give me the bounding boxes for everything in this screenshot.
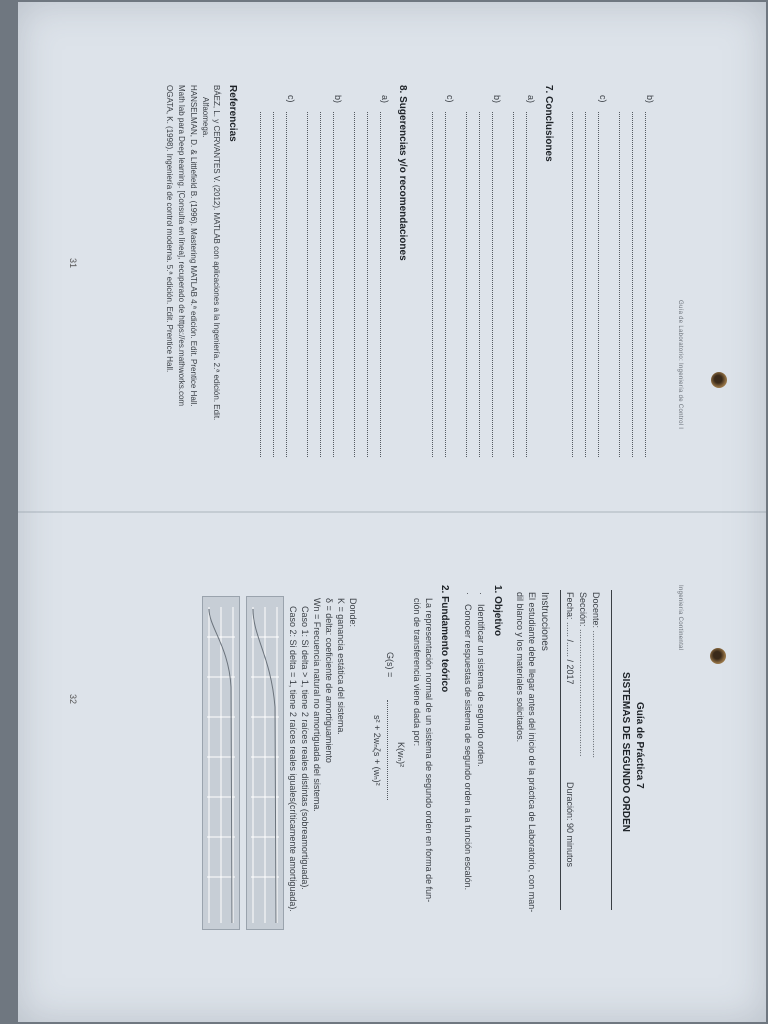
- answer-line: [619, 112, 620, 457]
- answer-line: [307, 112, 308, 457]
- fundamento-heading: 2. Fundamento teórico: [439, 585, 450, 693]
- docente-field: Docente: ...................................................: [591, 592, 601, 759]
- answer-line: [492, 112, 493, 457]
- objetivo-bullet: Identificar un sistema de segundo orden.: [476, 604, 486, 767]
- definition-line: Wn = Frecuencia natural no amortiguada del sistema.: [312, 598, 322, 812]
- sugerencia-a-label: a): [380, 95, 390, 104]
- answer-line: [645, 112, 646, 457]
- answer-line: [466, 112, 467, 457]
- duracion-field: Duración: 90 minutos: [565, 782, 575, 868]
- form-top-rule: [611, 590, 612, 910]
- answer-line: [526, 112, 527, 457]
- fecha-field: Fecha: ...... /...... / 2017: [565, 592, 575, 685]
- step-response-graph-2: [202, 596, 240, 930]
- answer-line: [333, 112, 334, 457]
- reference-entry: HANSELMAN, D. & Littlefield B. (1996). Mastering MATLAB 4.ª edición. Edit. Prentice Hall.: [189, 85, 198, 407]
- caso-1-line: Caso 1: Si delta > 1, tiene 2 raíces reales distintas (sobreamortiguada).: [300, 606, 310, 890]
- conclusiones-heading: 7. Conclusiones: [543, 85, 554, 162]
- fundamento-intro-line: La representación normal de un sistema de segundo orden en forma de fun-: [424, 598, 434, 903]
- guide-title: Guía de Práctica 7: [634, 702, 645, 789]
- answer-line: [598, 112, 599, 457]
- answer-line: [260, 112, 261, 457]
- answer-line: [320, 112, 321, 457]
- formula-lhs: G(s) =: [385, 652, 395, 678]
- formula-fraction-bar: [387, 700, 388, 800]
- answer-line: [380, 112, 381, 457]
- referencias-heading: Referencias: [227, 85, 238, 142]
- answer-line: [585, 112, 586, 457]
- reference-entry: Math lab para Deep learning. [Consulta en línea], recuperado de https://es.mathworks.com: [177, 85, 186, 407]
- sugerencias-heading: 8. Sugerencias y/o recomendaciones: [397, 85, 408, 261]
- instrucciones-line: dil blanco y los materiales solicitados.: [515, 592, 525, 743]
- left-page-number: 31: [68, 258, 78, 269]
- answer-line: [513, 112, 514, 457]
- bullet-dot: ·: [463, 592, 473, 595]
- definition-line: K = ganancia estática del sistema.: [336, 598, 346, 735]
- definition-line: δ = delta: coeficiente de amortiguamiento: [324, 598, 334, 763]
- formula-denominator: s² + 2wₙζs + (wₙ)²: [372, 715, 382, 786]
- guide-subtitle: SISTEMAS DE SEGUNDO ORDEN: [620, 672, 631, 833]
- bullet-dot: ·: [476, 592, 486, 595]
- reference-entry: BÁEZ, L. y CERVANTES V. (2012). MATLAB con aplicaciones a la Ingeniería. 2.ª edición. Edit.: [212, 85, 221, 421]
- objetivo-bullet: Conocer respuestas de sistema de segundo orden a la función escalón.: [463, 604, 473, 891]
- answer-line: [479, 112, 480, 457]
- formula-numerator: K(wₙ)²: [396, 742, 406, 768]
- reference-entry: OGATA, K. (1998). Ingeniería de control moderna. 5.ª edición. Edit. Prentice Hall.: [165, 85, 174, 373]
- instrucciones-heading: Instrucciones: [539, 592, 550, 651]
- answer-line: [572, 112, 573, 457]
- sugerencia-c-label: c): [286, 95, 296, 103]
- left-item-c-label: c): [598, 95, 608, 103]
- conclusion-a-label: a): [526, 95, 536, 104]
- reference-entry: Alfaomega.: [201, 97, 210, 138]
- fundamento-intro-line: ción de transferencia viene dada por:: [412, 598, 422, 747]
- objetivo-heading: 1. Objetivo: [492, 585, 503, 637]
- seccion-field: Sección: ...................................................: [578, 592, 588, 757]
- instrucciones-line: El estudiante debe llegar antes del inicio de la práctica de Laboratorio, con man-: [527, 592, 537, 913]
- answer-line: [367, 112, 368, 457]
- left-item-b-label: b): [645, 95, 655, 104]
- answer-line: [445, 112, 446, 457]
- answer-line: [354, 112, 355, 457]
- form-bottom-rule: [560, 590, 561, 910]
- answer-line: [273, 112, 274, 457]
- conclusion-b-label: b): [492, 95, 502, 104]
- answer-line: [632, 112, 633, 457]
- conclusion-c-label: c): [445, 95, 455, 103]
- graph-1-svg: [247, 597, 283, 929]
- left-page-header: Guía de Laboratorio: Ingeniería de Control I: [677, 300, 683, 430]
- step-response-graph-1: [246, 596, 284, 930]
- donde-label: Donde:: [348, 598, 358, 628]
- answer-line: [432, 112, 433, 457]
- graph-2-svg: [203, 597, 239, 929]
- right-page-header: Ingeniería Continental: [677, 585, 683, 651]
- right-page-number: 32: [68, 694, 78, 705]
- graph-2-grid: [207, 607, 235, 923]
- answer-line: [286, 112, 287, 457]
- sugerencia-b-label: b): [333, 95, 343, 104]
- caso-2-line: Caso 2: Si delta = 1, tiene 2 raíces reales iguales(críticamente amortiguada).: [288, 606, 298, 912]
